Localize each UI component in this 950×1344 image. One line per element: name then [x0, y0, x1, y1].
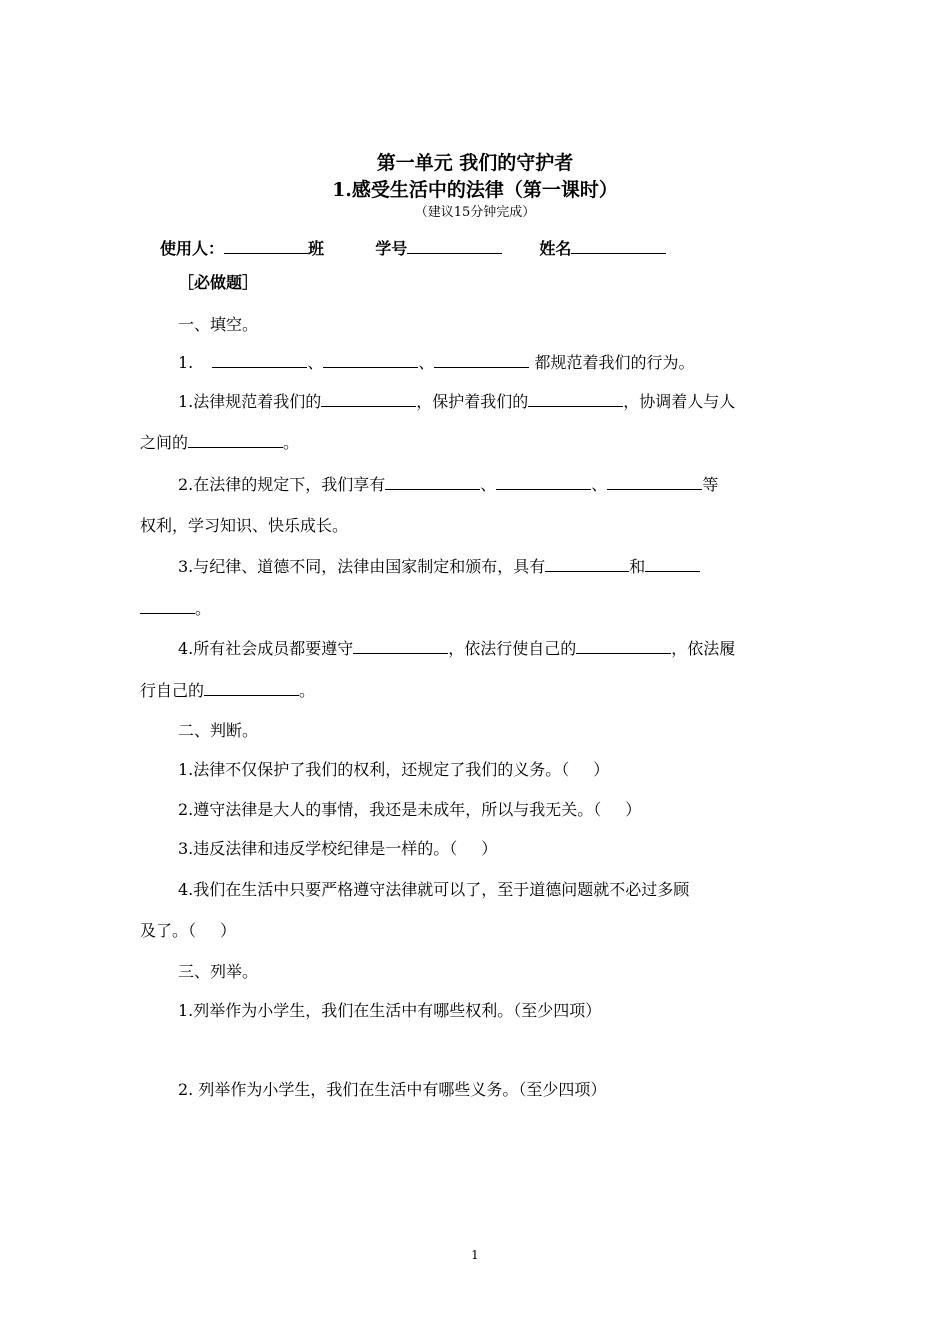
q3-text-c: 。: [195, 599, 212, 618]
section3-heading: 三、列举。: [178, 962, 259, 981]
q1-line-cont: [140, 430, 800, 453]
q4-text-c: ，依法履: [671, 639, 736, 658]
q1-line: [178, 389, 800, 412]
q1-blank-2[interactable]: [528, 391, 623, 407]
paren-open: （: [188, 921, 197, 940]
q0-number: 1.: [178, 353, 194, 372]
paren-open: （: [593, 800, 602, 819]
q2-text-b: 、: [480, 475, 497, 494]
q0-sep-1: 、: [307, 353, 324, 372]
page-number: 1: [471, 1248, 479, 1262]
judge-item-2: [178, 797, 800, 820]
q0-blank-2[interactable]: [323, 352, 418, 368]
q1-blank-1[interactable]: [321, 391, 416, 407]
q2-blank-1[interactable]: [385, 474, 480, 490]
judge-text-3: 3.违反法律和违反学校纪律是一样的。: [178, 839, 450, 858]
q0-sep-2: 、: [418, 353, 435, 372]
q1-text-c: ，协调着人与人: [623, 392, 736, 411]
q3-blank-2[interactable]: [645, 556, 700, 572]
required-label: ［必做题］: [178, 273, 259, 292]
judge-text-1: 1.法律不仅保护了我们的权利，还规定了我们的义务。: [178, 760, 562, 779]
list-item-2: 2. 列举作为小学生，我们在生活中有哪些义务。（至少四项）: [178, 1080, 607, 1099]
judge-item-1: [178, 757, 800, 780]
q0-tail: 都规范着我们的行为。: [534, 353, 695, 372]
judge-item-4-cont: [140, 918, 800, 941]
q3-text-a: 3.与纪律、道德不同，法律由国家制定和颁布，具有: [178, 557, 546, 576]
class-blank[interactable]: [224, 238, 308, 254]
q1-text-e: 。: [283, 433, 300, 452]
q4-line: [178, 636, 800, 659]
paren-close: ）: [220, 921, 237, 940]
time-note: （建议15分钟完成）: [414, 205, 536, 220]
user-label: 使用人：: [160, 239, 225, 258]
q4-blank-2[interactable]: [576, 638, 671, 654]
judge-item-4: 4.我们在生活中只要严格遵守法律就可以了，至于道德问题就不必过多顾: [178, 880, 690, 899]
q1-text-d: 之间的: [140, 433, 189, 452]
q0-blank-3[interactable]: [434, 352, 529, 368]
q2-line: [178, 472, 800, 495]
judge-item-3: [178, 836, 800, 859]
section1-heading: 一、填空。: [178, 315, 259, 334]
name-label: 姓名: [539, 239, 572, 258]
paren-close: ）: [625, 800, 642, 819]
lesson-title: 1.感受生活中的法律（第一课时）: [332, 179, 618, 201]
q1-text-a: 1.法律规范着我们的: [178, 392, 322, 411]
judge-text-4-cont: 及了。: [140, 921, 189, 940]
q3-line-cont: [140, 596, 800, 619]
q3-line: [178, 554, 800, 577]
q3-blank-1[interactable]: [545, 556, 629, 572]
q2-text-d: 等: [702, 475, 719, 494]
paren-open: （: [561, 760, 570, 779]
student-no-label: 学号: [375, 239, 408, 258]
q4-line-cont: [140, 678, 800, 701]
q2-line-cont: 权利，学习知识、快乐成长。: [140, 516, 349, 535]
q2-text-a: 2.在法律的规定下，我们享有: [178, 475, 386, 494]
q2-blank-2[interactable]: [496, 474, 591, 490]
q4-blank-3[interactable]: [204, 680, 299, 696]
q4-text-b: ，依法行使自己的: [448, 639, 577, 658]
q0-line: [178, 350, 800, 373]
q1-blank-3[interactable]: [188, 432, 283, 448]
student-info-line: [160, 236, 820, 259]
q1-text-b: ，保护着我们的: [416, 392, 529, 411]
list-item-1: 1.列举作为小学生，我们在生活中有哪些权利。（至少四项）: [178, 1001, 602, 1020]
q4-text-a: 4.所有社会成员都要遵守: [178, 639, 354, 658]
q0-blank-1[interactable]: [212, 352, 307, 368]
q4-text-e: 。: [299, 681, 316, 700]
q4-text-d: 行自己的: [140, 681, 205, 700]
q2-text-c: 、: [591, 475, 608, 494]
judge-text-2: 2.遵守法律是大人的事情，我还是未成年，所以与我无关。: [178, 800, 594, 819]
class-label: 班: [308, 239, 325, 258]
q4-blank-1[interactable]: [353, 638, 448, 654]
paren-open: （: [449, 839, 458, 858]
q3-text-b: 和: [629, 557, 646, 576]
q2-blank-3[interactable]: [607, 474, 702, 490]
paren-close: ）: [481, 839, 498, 858]
section2-heading: 二、判断。: [178, 721, 259, 740]
unit-title: 第一单元 我们的守护者: [376, 152, 574, 174]
q3-blank-2-cont[interactable]: [140, 598, 195, 614]
paren-close: ）: [593, 760, 610, 779]
student-no-blank[interactable]: [407, 238, 502, 254]
name-blank[interactable]: [571, 238, 666, 254]
